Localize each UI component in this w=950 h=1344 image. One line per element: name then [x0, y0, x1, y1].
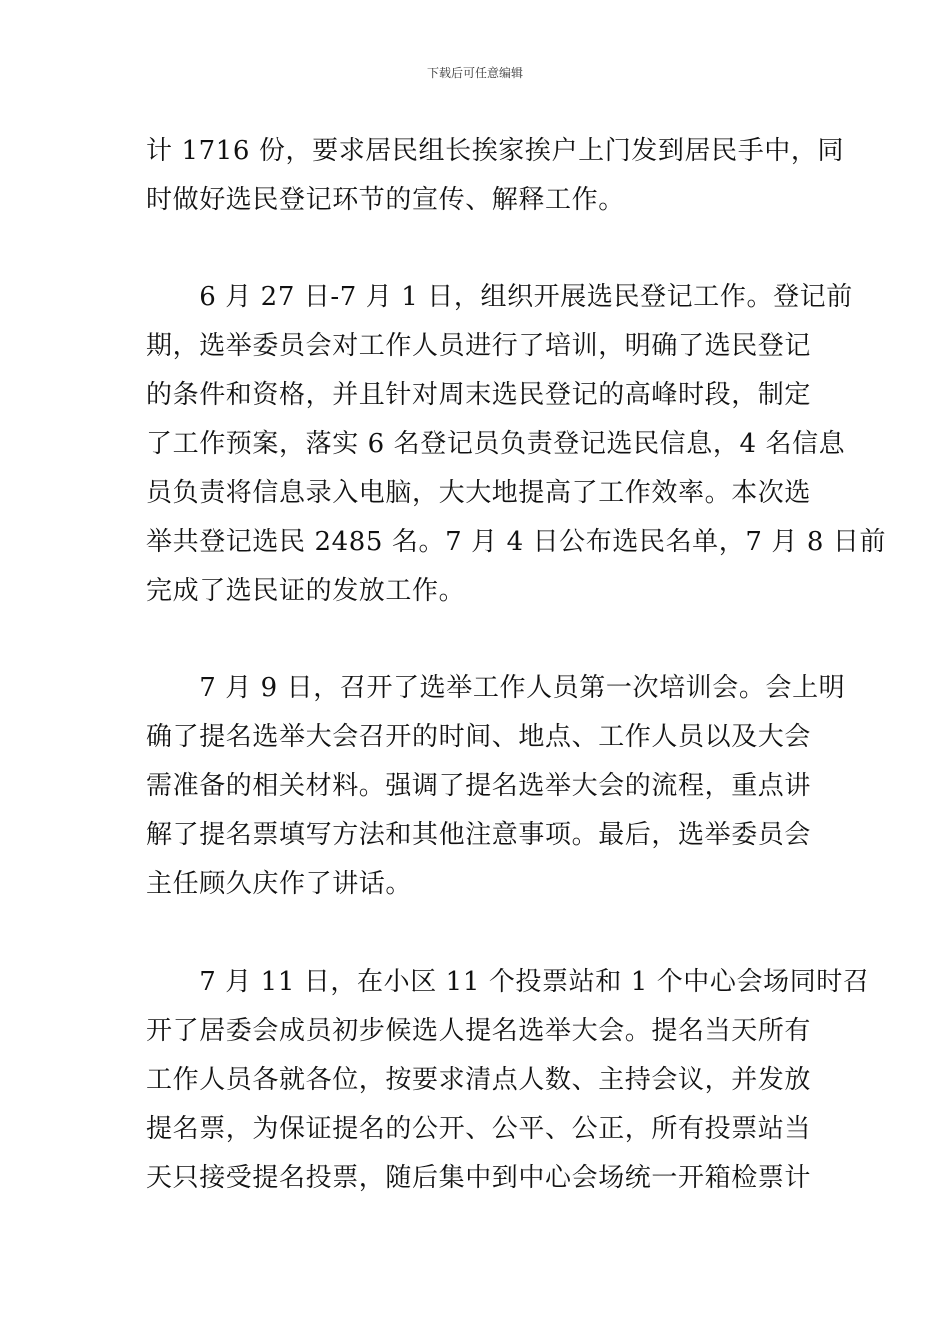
paragraph-3 [146, 664, 846, 909]
paragraph-spacer [146, 909, 806, 958]
text-line: 主任顾久庆作了讲话。 [146, 869, 413, 899]
text-line: 6 月 27 日-7 月 1 日，组织开展选民登记工作。登记前 [146, 282, 853, 312]
paragraph-spacer [146, 616, 806, 664]
text-line: 员负责将信息录入电脑，大大地提高了工作效率。本次选 [146, 478, 812, 508]
paragraph-1 [146, 127, 845, 225]
text-line: 举共登记选民 2485 名。7 月 4 日公布选民名单，7 月 8 日前 [146, 527, 887, 557]
text-line: 了工作预案，落实 6 名登记员负责登记选民信息，4 名信息 [146, 429, 846, 459]
page-header: 下载后可任意编辑 [426, 66, 523, 80]
paragraph-spacer [146, 225, 806, 273]
paragraph-2 [146, 273, 887, 616]
text-line: 计 1716 份，要求居民组长挨家挨户上门发到居民手中，同 [146, 136, 845, 166]
text-line: 完成了选民证的发放工作。 [146, 576, 466, 606]
text-line: 期，选举委员会对工作人员进行了培训，明确了选民登记 [146, 331, 812, 361]
text-line: 确了提名选举大会召开的时间、地点、工作人员以及大会 [146, 722, 812, 752]
text-line: 时做好选民登记环节的宣传、解释工作。 [146, 185, 625, 215]
text-line: 提名票，为保证提名的公开、公平、公正，所有投票站当 [146, 1114, 812, 1144]
text-line: 解了提名票填写方法和其他注意事项。最后，选举委员会 [146, 820, 812, 850]
text-line: 开了居委会成员初步候选人提名选举大会。提名当天所有 [146, 1016, 812, 1046]
text-line: 的条件和资格，并且针对周末选民登记的高峰时段，制定 [146, 380, 812, 410]
text-line: 7 月 9 日，召开了选举工作人员第一次培训会。会上明 [146, 673, 846, 703]
text-line: 工作人员各就各位，按要求清点人数、主持会议，并发放 [146, 1065, 812, 1095]
text-line: 需准备的相关材料。强调了提名选举大会的流程，重点讲 [146, 771, 812, 801]
paragraph-4 [146, 958, 870, 1203]
text-line: 天只接受提名投票，随后集中到中心会场统一开箱检票计 [146, 1163, 812, 1193]
text-line: 7 月 11 日，在小区 11 个投票站和 1 个中心会场同时召 [146, 967, 870, 997]
document-body [146, 127, 887, 1203]
